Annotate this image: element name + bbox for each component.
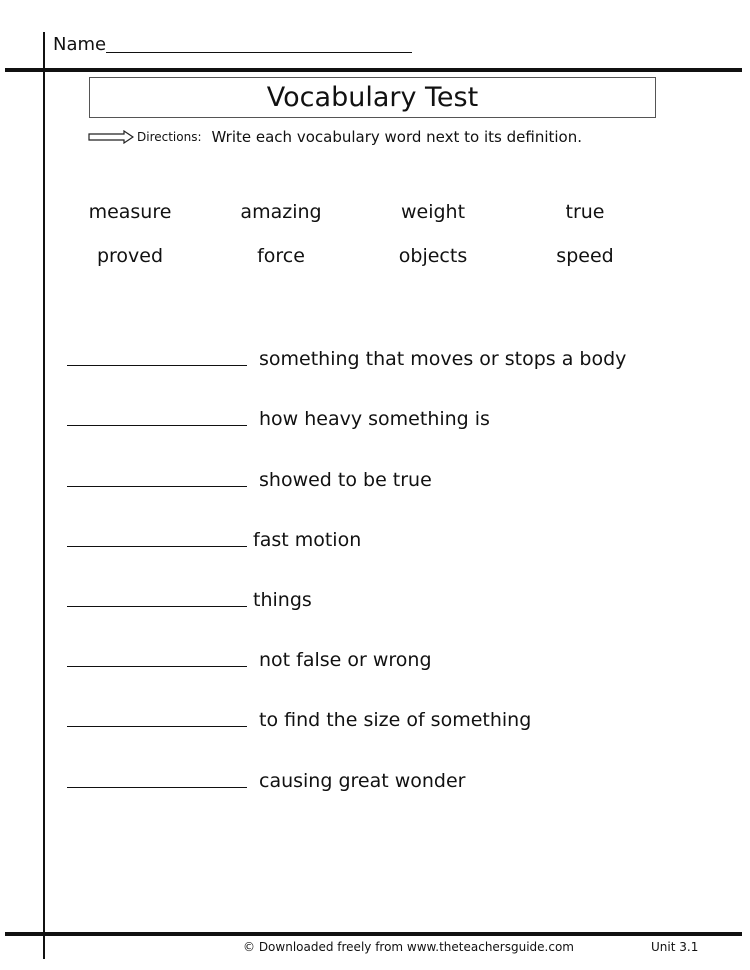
- definition-text: causing great wonder: [259, 770, 466, 792]
- definition-row: [67, 529, 361, 551]
- answer-blank[interactable]: [67, 425, 247, 426]
- word-bank-item: speed: [556, 245, 614, 267]
- name-label: Name: [53, 34, 107, 55]
- arrow-right-icon: [88, 130, 134, 144]
- word-bank-item: objects: [398, 245, 468, 267]
- word-bank-item: measure: [88, 201, 172, 223]
- word-bank-item: true: [565, 201, 605, 223]
- definition-row: [67, 348, 626, 370]
- answer-blank[interactable]: [67, 546, 247, 547]
- footer-divider: [5, 932, 742, 936]
- name-field-line[interactable]: [106, 52, 412, 53]
- word-bank-item: proved: [96, 245, 164, 267]
- page-title: Vocabulary Test: [266, 82, 479, 113]
- definition-row: [67, 770, 466, 792]
- unit-label: Unit 3.1: [651, 940, 699, 954]
- answer-blank[interactable]: [67, 486, 247, 487]
- definition-text: something that moves or stops a body: [259, 348, 627, 370]
- definition-text: to find the size of something: [259, 709, 532, 731]
- answer-blank[interactable]: [67, 606, 247, 607]
- definition-text: not false or wrong: [259, 649, 432, 671]
- definition-row: [67, 408, 490, 430]
- directions: [88, 128, 582, 146]
- definition-text: things: [253, 589, 312, 611]
- answer-blank[interactable]: [67, 365, 247, 366]
- word-bank-item: force: [257, 245, 305, 267]
- definition-row: [67, 589, 312, 611]
- directions-label: Directions:: [137, 130, 202, 144]
- answer-blank[interactable]: [67, 787, 247, 788]
- margin-vertical-line: [43, 32, 45, 959]
- answer-blank[interactable]: [67, 726, 247, 727]
- definition-text: how heavy something is: [259, 408, 490, 430]
- footer-credit: © Downloaded freely from www.theteachersguide.com: [243, 940, 574, 954]
- answer-blank[interactable]: [67, 666, 247, 667]
- word-bank-item: weight: [400, 201, 466, 223]
- definition-row: [67, 649, 432, 671]
- definition-text: fast motion: [253, 529, 362, 551]
- directions-text: Write each vocabulary word next to its definition.: [211, 128, 582, 146]
- title-box: [89, 77, 656, 118]
- definition-row: [67, 709, 531, 731]
- word-bank-item: amazing: [240, 201, 322, 223]
- header-divider: [5, 68, 742, 72]
- definition-row: [67, 469, 432, 491]
- definition-text: showed to be true: [259, 469, 432, 491]
